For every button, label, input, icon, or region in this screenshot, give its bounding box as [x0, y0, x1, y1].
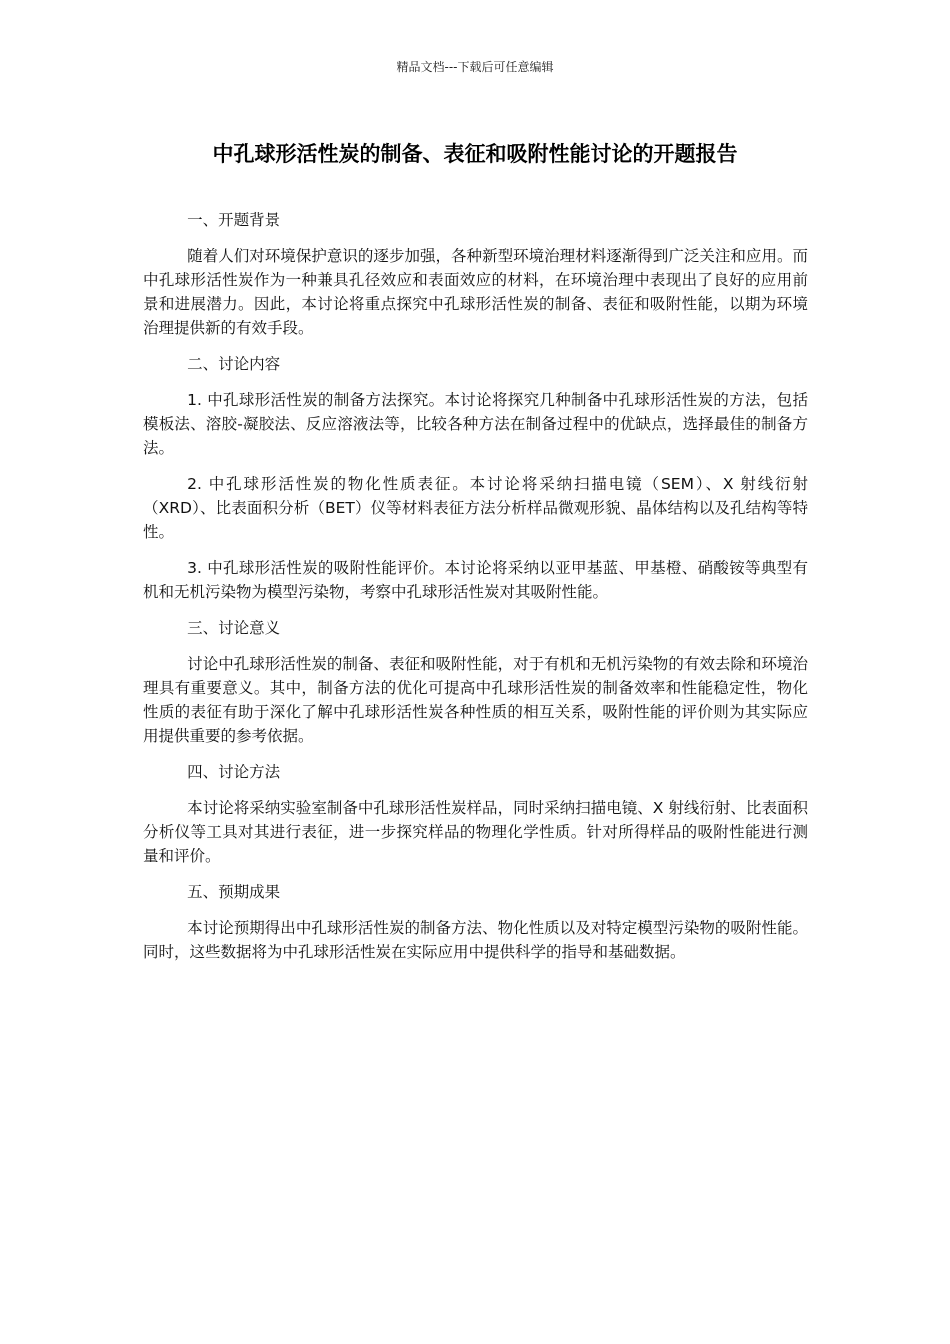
paragraph: 本讨论预期得出中孔球形活性炭的制备方法、物化性质以及对特定模型污染物的吸附性能。同时，这些数据将为中孔球形活性炭在实际应用中提供科学的指导和基础数据。 — [143, 919, 808, 961]
section-heading-expected-results: 五、预期成果 — [187, 883, 281, 901]
section-heading-content: 二、讨论内容 — [187, 355, 281, 373]
paragraph: 讨论中孔球形活性炭的制备、表征和吸附性能，对于有机和无机污染物的有效去除和环境治理具有重要意义。其中，制备方法的优化可提高中孔球形活性炭的制备效率和性能稳定性，物化性质的表征有助于深化了解中孔球形活性炭各种性质的相互关系，吸附性能的评价则为其实际应用提供重要的参考依据。 — [143, 655, 808, 745]
section-heading-background: 一、开题背景 — [187, 211, 281, 229]
section-heading-significance: 三、讨论意义 — [187, 619, 281, 637]
paragraph: 随着人们对环境保护意识的逐步加强，各种新型环境治理材料逐渐得到广泛关注和应用。而中孔球形活性炭作为一种兼具孔径效应和表面效应的材料，在环境治理中表现出了良好的应用前景和进展潜力。因此，本讨论将重点探究中孔球形活性炭的制备、表征和吸附性能，以期为环境治理提供新的有效手段。 — [143, 247, 808, 337]
section-heading-methods: 四、讨论方法 — [187, 763, 281, 781]
document-body — [143, 208, 808, 976]
paragraph: 2. 中孔球形活性炭的物化性质表征。本讨论将采纳扫描电镜（SEM）、X 射线衍射（XRD）、比表面积分析（BET）仪等材料表征方法分析样品微观形貌、晶体结构以及孔结构等特性。 — [143, 475, 808, 541]
paragraph: 1. 中孔球形活性炭的制备方法探究。本讨论将探究几种制备中孔球形活性炭的方法，包括模板法、溶胶-凝胶法、反应溶液法等，比较各种方法在制备过程中的优缺点，选择最佳的制备方法。 — [143, 391, 808, 457]
paragraph: 本讨论将采纳实验室制备中孔球形活性炭样品，同时采纳扫描电镜、X 射线衍射、比表面积分析仪等工具对其进行表征，进一步探究样品的物理化学性质。针对所得样品的吸附性能进行测量和评价。 — [143, 799, 808, 865]
document-title: 中孔球形活性炭的制备、表征和吸附性能讨论的开题报告 — [212, 142, 738, 166]
paragraph: 3. 中孔球形活性炭的吸附性能评价。本讨论将采纳以亚甲基蓝、甲基橙、硝酸铵等典型有机和无机污染物为模型污染物，考察中孔球形活性炭对其吸附性能。 — [143, 559, 808, 601]
running-header: 精品文档---下载后可任意编辑 — [396, 60, 554, 74]
